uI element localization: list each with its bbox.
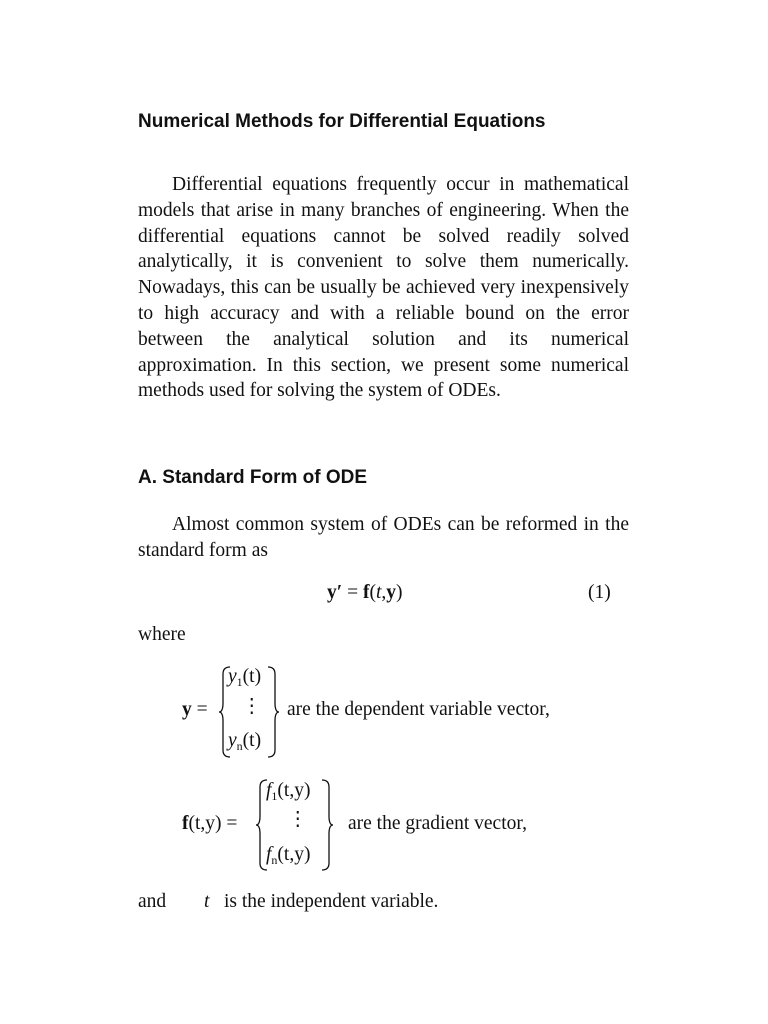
fn-sub: n bbox=[271, 853, 278, 867]
equation-1 bbox=[327, 582, 403, 604]
section-a-paragraph: Almost common system of ODEs can be reformed in the standard form as bbox=[138, 514, 629, 561]
f1-sub: 1 bbox=[271, 789, 278, 803]
yn-arg: (t) bbox=[242, 730, 262, 751]
yn-var: y bbox=[228, 730, 237, 751]
y1-arg: (t) bbox=[242, 666, 262, 687]
eq1-lhs: y′ bbox=[327, 582, 343, 603]
eq1-comma: , bbox=[381, 582, 387, 603]
equation-number: (1) bbox=[588, 582, 611, 603]
f1-arg: (t,y) bbox=[277, 780, 311, 801]
eq1-f: f bbox=[362, 582, 370, 603]
y1-var: y bbox=[228, 666, 237, 687]
eq1-equals: = bbox=[347, 582, 359, 603]
eq1-t: t bbox=[375, 582, 382, 603]
y-vector-last bbox=[228, 730, 261, 754]
document-title: Numerical Methods for Differential Equations bbox=[138, 111, 546, 132]
y-def-description: are the dependent variable vector, bbox=[287, 699, 550, 720]
eq1-y: y bbox=[386, 582, 397, 603]
f-def-lhs bbox=[182, 813, 237, 835]
y1-sub: 1 bbox=[236, 675, 243, 689]
f-vector-last bbox=[266, 844, 310, 868]
y-vector-first bbox=[228, 666, 261, 690]
y-def-lhs bbox=[182, 699, 208, 721]
f-args: (t,y) bbox=[188, 813, 222, 834]
and-label: and bbox=[138, 891, 167, 912]
f-equals: = bbox=[226, 813, 238, 834]
y-vector-dots: ⋮ bbox=[242, 696, 262, 717]
right-brace-icon bbox=[266, 665, 280, 759]
t-variable: t bbox=[204, 891, 210, 912]
intro-paragraph: Differential equations frequently occur in mathematical models that arise in many branches of engineering. When the differential equations cannot be solved readily solved analytically, it is convenient to solve them numerically. Nowadays, this can be usually be achieved very inexpensively to high accuracy and with a reliable bound on the error between the analytical solution and its numerical approximation. In this section, we present some numerical methods used for solving the system of ODEs. bbox=[138, 174, 629, 402]
eq1-open-paren: ( bbox=[369, 582, 376, 603]
f-symbol: f bbox=[182, 813, 189, 834]
where-label: where bbox=[138, 624, 186, 645]
f-def-description: are the gradient vector, bbox=[348, 813, 527, 834]
fn-var: f bbox=[266, 844, 272, 865]
fn-arg: (t,y) bbox=[277, 844, 311, 865]
t-description: is the independent variable. bbox=[224, 891, 439, 912]
f-vector-dots: ⋮ bbox=[288, 809, 308, 830]
section-a-heading: A. Standard Form of ODE bbox=[138, 467, 368, 488]
right-brace-icon bbox=[320, 778, 334, 872]
y-equals: = bbox=[196, 699, 208, 720]
yn-sub: n bbox=[236, 739, 243, 753]
y-symbol: y bbox=[182, 699, 192, 720]
eq1-close-paren: ) bbox=[396, 582, 403, 603]
f-vector-first bbox=[266, 780, 310, 804]
f1-var: f bbox=[266, 780, 272, 801]
